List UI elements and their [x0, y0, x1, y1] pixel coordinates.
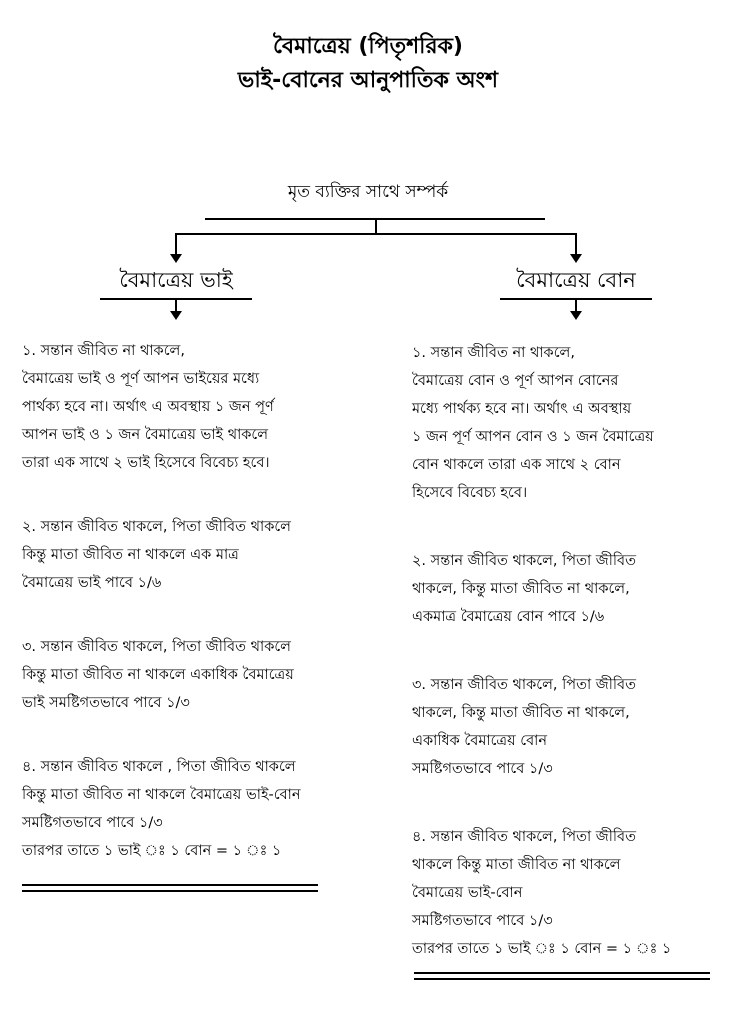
left-arrow-down-icon — [170, 254, 182, 263]
text-line: বৈমাত্রেয় ভাই ও পূর্ণ আপন ভাইয়ের মধ্যে — [22, 371, 260, 387]
text-line: ৩. সন্তান জীবিত থাকলে, পিতা জীবিত থাকলে — [22, 639, 291, 655]
text-line: পার্থক্য হবে না। অর্থাৎ এ অবস্থায় ১ জন পূর্ণ — [22, 399, 274, 415]
left-paragraph-4 — [22, 753, 372, 865]
text-line: ৪. সন্তান জীবিত থাকলে, পিতা জীবিত — [412, 829, 636, 845]
text-line: মধ্যে পার্থক্য হবে না। অর্থাৎ এ অবস্থায় — [412, 401, 632, 417]
text-line: বৈমাত্রেয় ভাই পাবে ১/৬ — [22, 575, 162, 591]
right-paragraph-4 — [412, 823, 732, 963]
text-line: কিন্তু মাতা জীবিত না থাকলে বৈমাত্রেয় ভাই-বোন — [22, 787, 301, 803]
text-line: আপন ভাই ও ১ জন বৈমাত্রেয় ভাই থাকলে — [22, 427, 269, 443]
text-line: ১ জন পূর্ণ আপন বোন ও ১ জন বৈমাত্রেয় — [412, 429, 654, 445]
branch-bar — [175, 233, 577, 235]
text-line: কিন্তু মাতা জীবিত না থাকলে এক মাত্র — [22, 547, 239, 563]
text-line: সমষ্টিগতভাবে পাবে ১/৩ — [22, 815, 163, 831]
text-line: ৪. সন্তান জীবিত থাকলে , পিতা জীবিত থাকলে — [22, 759, 296, 775]
text-line: তারপর তাতে ১ ভাই ঃ ১ বোন = ১ ঃ ১ — [412, 941, 672, 957]
text-line: ভাই সমষ্টিগতভাবে পাবে ১/৩ — [22, 695, 190, 711]
page-title-line-1: বৈমাত্রেয় (পিতৃশরিক) — [272, 34, 463, 59]
left-heading: বৈমাত্রেয় ভাই — [119, 268, 233, 292]
right-column — [412, 339, 732, 963]
left-heading-arrow-down-icon — [170, 311, 182, 320]
text-line: ১. সন্তান জীবিত না থাকলে, — [412, 345, 575, 361]
right-paragraph-3 — [412, 671, 732, 783]
root-stem — [375, 218, 377, 234]
left-end-double-rule — [22, 884, 318, 892]
text-line: সমষ্টিগতভাবে পাবে ১/৩ — [412, 761, 553, 777]
text-line: ২. সন্তান জীবিত থাকলে, পিতা জীবিত থাকলে — [22, 519, 291, 535]
text-line: কিন্তু মাতা জীবিত না থাকলে একাধিক বৈমাত্রেয় — [22, 667, 294, 683]
right-paragraph-1 — [412, 339, 732, 507]
text-line: বৈমাত্রেয় ভাই-বোন — [412, 885, 523, 901]
left-branch-stem — [175, 233, 177, 255]
left-paragraph-1 — [22, 337, 372, 477]
right-branch-stem — [575, 233, 577, 255]
text-line: তারা এক সাথে ২ ভাই হিসেবে বিবেচ্য হবে। — [22, 455, 270, 471]
right-heading-arrow-down-icon — [570, 311, 582, 320]
text-line: ২. সন্তান জীবিত থাকলে, পিতা জীবিত — [412, 553, 637, 569]
text-line: একমাত্র বৈমাত্রেয় বোন পাবে ১/৬ — [412, 609, 605, 625]
text-line: থাকলে কিন্তু মাতা জীবিত না থাকলে — [412, 857, 621, 873]
tree-root-label: মৃত ব্যক্তির সাথে সম্পর্ক — [287, 182, 449, 202]
text-line: সমষ্টিগতভাবে পাবে ১/৩ — [412, 913, 553, 929]
right-end-double-rule — [414, 972, 710, 980]
page-title-line-2: ভাই-বোনের আনুপাতিক অংশ — [237, 68, 499, 93]
text-line: একাধিক বৈমাত্রেয় বোন — [412, 733, 548, 749]
text-line: হিসেবে বিবেচ্য হবে। — [412, 485, 528, 501]
right-arrow-down-icon — [570, 254, 582, 263]
text-line: ৩. সন্তান জীবিত থাকলে, পিতা জীবিত — [412, 677, 637, 693]
left-paragraph-2 — [22, 513, 372, 597]
left-column — [22, 337, 372, 865]
text-line: বৈমাত্রেয় বোন ও পূর্ণ আপন বোনের — [412, 373, 619, 389]
right-paragraph-2 — [412, 547, 732, 631]
right-heading: বৈমাত্রেয় বোন — [516, 268, 636, 292]
left-paragraph-3 — [22, 633, 372, 717]
text-line: থাকলে, কিন্তু মাতা জীবিত না থাকলে, — [412, 705, 630, 721]
text-line: তারপর তাতে ১ ভাই ঃ ১ বোন = ১ ঃ ১ — [22, 843, 282, 859]
text-line: বোন থাকলে তারা এক সাথে ২ বোন — [412, 457, 621, 473]
text-line: ১. সন্তান জীবিত না থাকলে, — [22, 343, 185, 359]
text-line: থাকলে, কিন্তু মাতা জীবিত না থাকলে, — [412, 581, 630, 597]
